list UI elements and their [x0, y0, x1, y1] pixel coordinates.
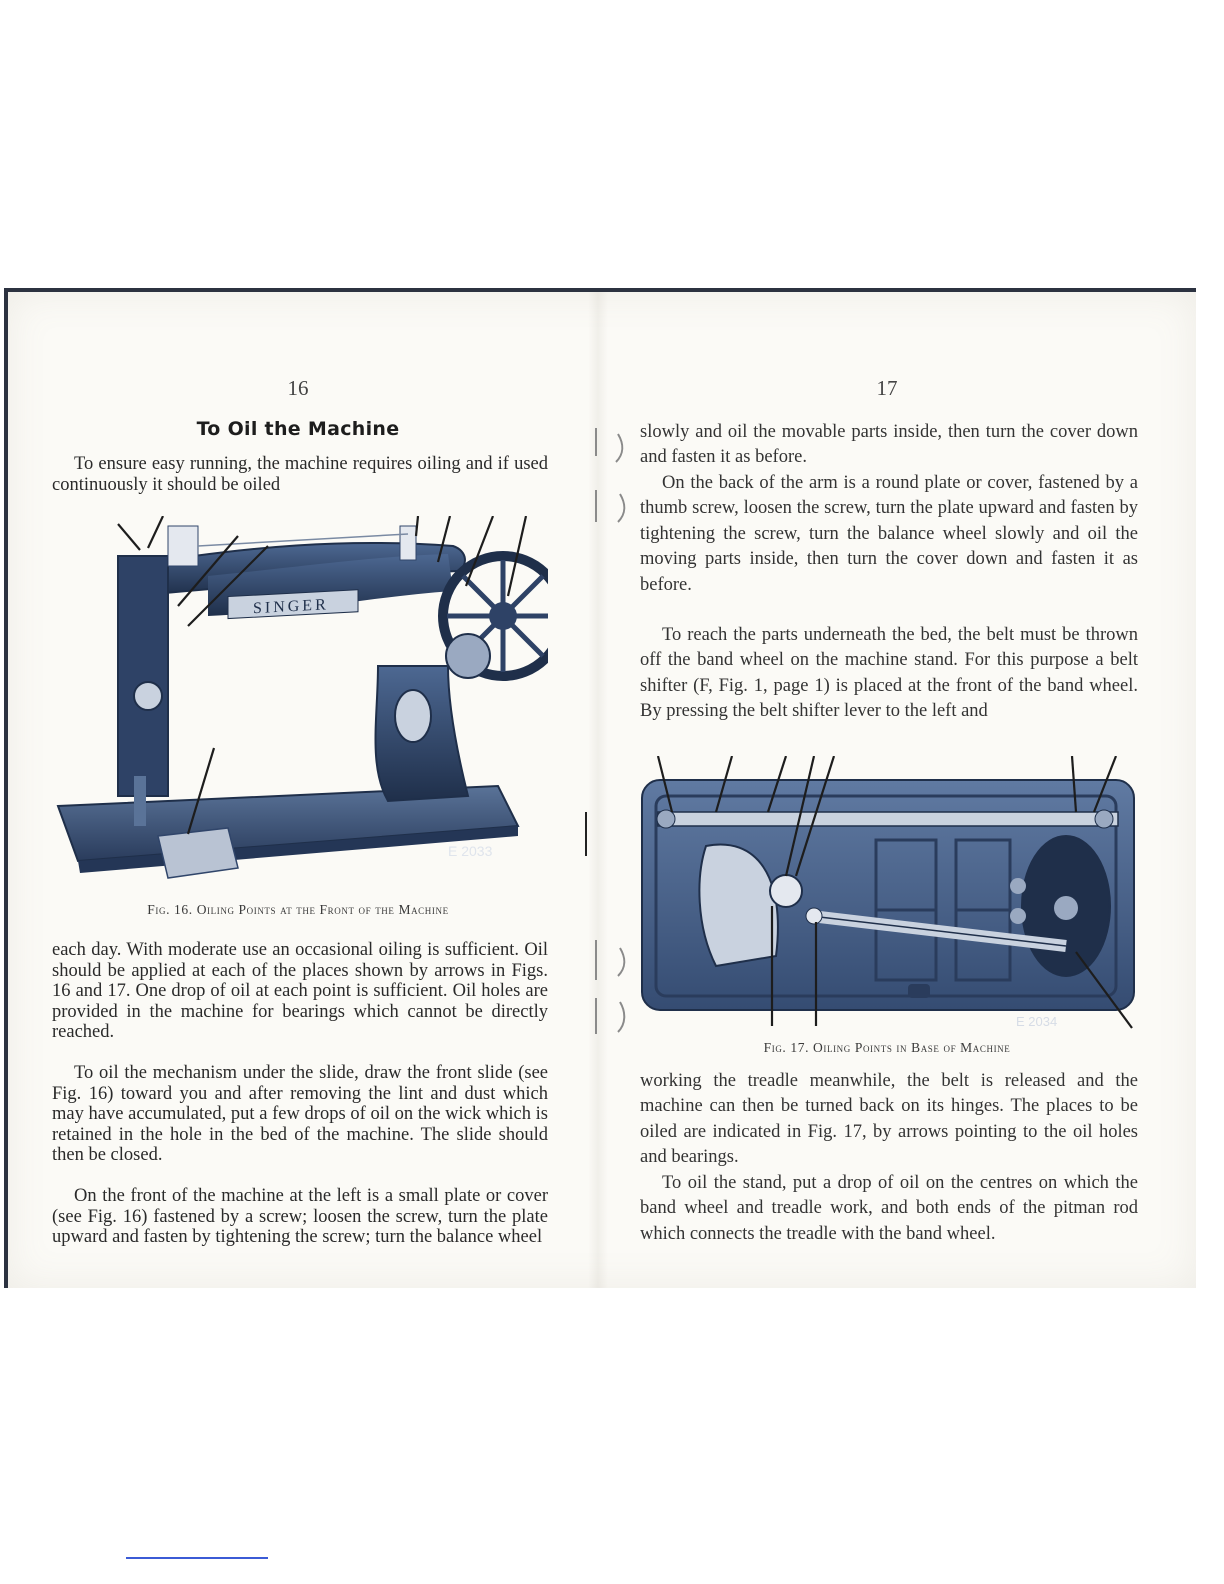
machine-label: SINGER — [253, 596, 329, 618]
figure-16-code: E 2033 — [448, 843, 493, 859]
page-number-left: 16 — [287, 376, 309, 400]
intro-paragraph: To ensure easy running, the machine requires oiling and if used continuously it should be oiled — [52, 454, 548, 495]
figure-17-code: E 2034 — [1016, 1014, 1058, 1029]
figure-17-caption: Fig. 17. Oiling Points in Base of Machine — [763, 1040, 1011, 1055]
gutter-line — [585, 812, 587, 856]
oiling-frequency-paragraph: each day. With moderate use an occasional oiling is sufficient. Oil should be applied at each of the places shown by arrows in Figs. 16 and 17. One drop of oil at each point is sufficient. Oil holes are provided in the machine for bearings which cannot be directly reached. — [52, 940, 548, 1042]
figure-16-caption: Fig. 16. Oiling Points at the Front of the Machine — [147, 902, 449, 917]
page-number-right: 17 — [876, 376, 898, 400]
treadle-paragraph: working the treadle meanwhile, the belt is released and the machine can then be turned back on its hinges. The places to be oiled are indicated in Fig. 17, by arrows pointing to the oil holes and bearings. — [640, 1071, 1138, 1168]
binding-marks — [588, 428, 628, 1048]
slide-oiling-paragraph: To oil the mechanism under the slide, draw the front slide (see Fig. 16) toward you and after removing the lint and dust which may have accumulated, put a few drops of oil on the wick which is retained in the hole in the bed of the machine. The slide should then be closed. — [52, 1063, 548, 1165]
footer-rule — [126, 1557, 268, 1559]
continued-paragraph: slowly and oil the movable parts inside, then turn the cover down and fasten it as before. — [640, 422, 1138, 468]
front-plate-paragraph: On the front of the machine at the left is a small plate or cover (see Fig. 16) fastened by a screw; loosen the screw, turn the plate upward and fasten by tightening the screw; turn the balance wheel — [52, 1186, 548, 1247]
section-title: To Oil the Machine — [196, 418, 400, 440]
stand-oiling-paragraph: To oil the stand, put a drop of oil on the centres on which the band wheel and treadle work, and both ends of the pitman rod which connects the treadle with the band wheel. — [640, 1173, 1138, 1244]
figure-17-machine-base — [636, 756, 1138, 1036]
left-page — [48, 292, 548, 1288]
figure-16-sewing-machine — [48, 516, 548, 906]
right-page — [636, 292, 1138, 1288]
underneath-paragraph: To reach the parts underneath the bed, the belt must be thrown off the band wheel on the machine stand. For this purpose a belt shifter (F, Fig. 1, page 1) is placed at the front of the band wheel. By pressing the belt shifter lever to the left and — [640, 625, 1138, 722]
back-arm-paragraph: On the back of the arm is a round plate or cover, fastened by a thumb screw, loosen the screw, turn the plate upward and fasten by tightening the screw, turn the balance wheel slowly and oil the moving parts inside, then turn the cover down and fasten it as before. — [640, 473, 1138, 595]
